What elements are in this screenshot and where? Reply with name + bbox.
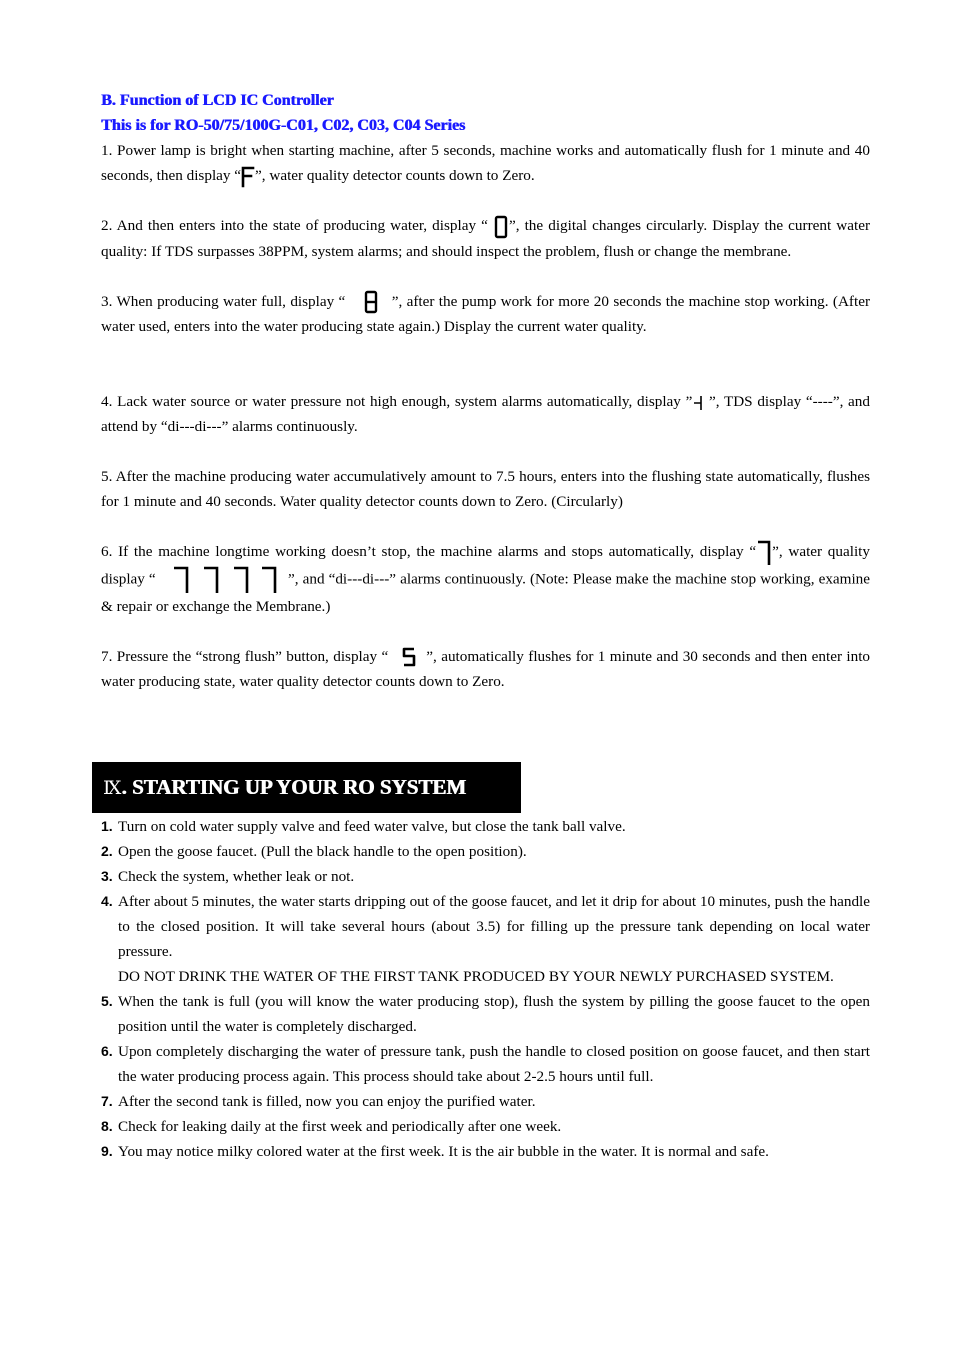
list-item (101, 1039, 870, 1089)
step-number: 6. (101, 1043, 113, 1059)
section-banner (92, 762, 521, 813)
item-1-text-a: 1. Power lamp is bright when starting machine, after 5 seconds, machine works and automatically flush for 1 minute and 40 seconds, then display “ (101, 142, 870, 184)
step-text: After about 5 minutes, the water starts dripping out of the goose faucet, and let it drip for about 10 minutes, push the handle to the closed position. It will take several hours (about 3.5) for filling up the pressure tank depending on local water pressure. (118, 893, 870, 960)
step-text: When the tank is full (you will know the water producing stop), flush the system by pilling the goose faucet to the open position until the water is completely discharged. (118, 993, 870, 1035)
step-text: Check the system, whether leak or not. (118, 868, 355, 885)
step-number: 4. (101, 893, 113, 909)
item-5: 5. After the machine producing water accumulatively amount to 7.5 hours, enters into the flushing state automatically, flushes for 1 minute and 40 seconds. Water quality detector counts down to Zero. (Circularly) (101, 468, 870, 511)
startup-steps-list (101, 814, 870, 1164)
item-6-text-b: ”, water quality display “ (101, 543, 870, 588)
item-6 (101, 539, 870, 619)
item-7 (101, 644, 870, 694)
step-number: 2. (101, 843, 113, 859)
lcd-f-icon (241, 166, 255, 188)
item-4 (101, 389, 870, 439)
lcd-7-icon (756, 540, 772, 566)
step-text: After the second tank is filled, now you can enjoy the purified water. (118, 1093, 536, 1110)
lcd-0-icon (493, 215, 509, 239)
section-subtitle: This is for RO-50/75/100G-C01, C02, C03, C04 Series (101, 117, 466, 134)
item-7-text-b: ”, automatically flushes for 1 minute and 30 seconds and then enter into water producing state, water quality detector counts down to Zero. (101, 647, 871, 690)
step-number: 1. (101, 818, 113, 834)
item-2-text-b: ”, the digital changes circularly. Display the current water quality: If TDS surpasses 38PPM, system alarms; and should inspect the problem, flush or change the membrane. (101, 217, 870, 260)
item-4-text-a: 4. Lack water source or water pressure not high enough, system alarms automatically, display ” (101, 393, 693, 411)
list-item (101, 1089, 870, 1114)
banner-title-text: . STARTING UP YOUR RO SYSTEM (121, 775, 466, 799)
step-text: Upon completely discharging the water of pressure tank, push the handle to closed position on goose faucet, and then start the water producing process again. This process should take about 2-2.5 hours until full. (118, 1043, 870, 1085)
step-number: 3. (101, 868, 113, 884)
item-3-text-b: ”, after the pump work for more 20 seconds the machine stop working. (After water used, enters into the water producing state again.) Display the current water quality. (101, 292, 871, 336)
list-item (101, 989, 870, 1039)
step-number: 8. (101, 1118, 113, 1134)
item-1-text-b: ”, water quality detector counts down to Zero. (255, 167, 535, 184)
step-number: 7. (101, 1093, 113, 1109)
lcd-dash-bar-icon (692, 395, 704, 411)
item-6-text-c: ”, and “di---di---” alarms continuously. (Note: Please make the machine stop working, examine & repair or exchange the Membrane.) (101, 570, 871, 615)
item-1 (101, 138, 870, 188)
item-7-text-a: 7. Pressure the “strong flush” button, display “ (101, 647, 393, 665)
step-text: Check for leaking daily at the first week and periodically after one week. (118, 1118, 562, 1135)
list-item (101, 814, 870, 839)
step-text: Open the goose faucet. (Pull the black handle to the open position). (118, 843, 527, 860)
step-number: 5. (101, 993, 113, 1009)
lcd-s-icon (401, 646, 417, 668)
lcd-7777-icon (172, 566, 280, 594)
item-3 (101, 289, 870, 340)
list-item (101, 839, 870, 864)
item-6-text-a: 6. If the machine longtime working doesn’t stop, the machine alarms and stops automatically, display “ (101, 543, 757, 561)
item-3-text-a: 3. When producing water full, display “ (101, 292, 350, 310)
step-text: Turn on cold water supply valve and feed water valve, but close the tank ball valve. (118, 818, 626, 835)
item-2-text-a: 2. And then enters into the state of producing water, display “ (101, 217, 493, 234)
lcd-controller-section (101, 88, 870, 694)
item-2 (101, 213, 870, 264)
item-4-text-b: ”, TDS display “----”, and attend by “di---di---” alarms continuously. (101, 393, 870, 436)
step-warning-note: DO NOT DRINK THE WATER OF THE FIRST TANK PRODUCED BY YOUR NEWLY PURCHASED SYSTEM. (118, 968, 834, 985)
list-item (101, 1139, 870, 1164)
step-number: 9. (101, 1143, 113, 1159)
list-item (101, 889, 870, 989)
banner-title (103, 775, 466, 800)
section-title: B. Function of LCD IC Controller (101, 92, 334, 109)
lcd-8-icon (363, 290, 379, 314)
list-item (101, 864, 870, 889)
list-item (101, 1114, 870, 1139)
step-text: You may notice milky colored water at the first week. It is the air bubble in the water. It is normal and safe. (118, 1143, 769, 1160)
banner-roman-numeral: Ⅸ (103, 777, 122, 799)
